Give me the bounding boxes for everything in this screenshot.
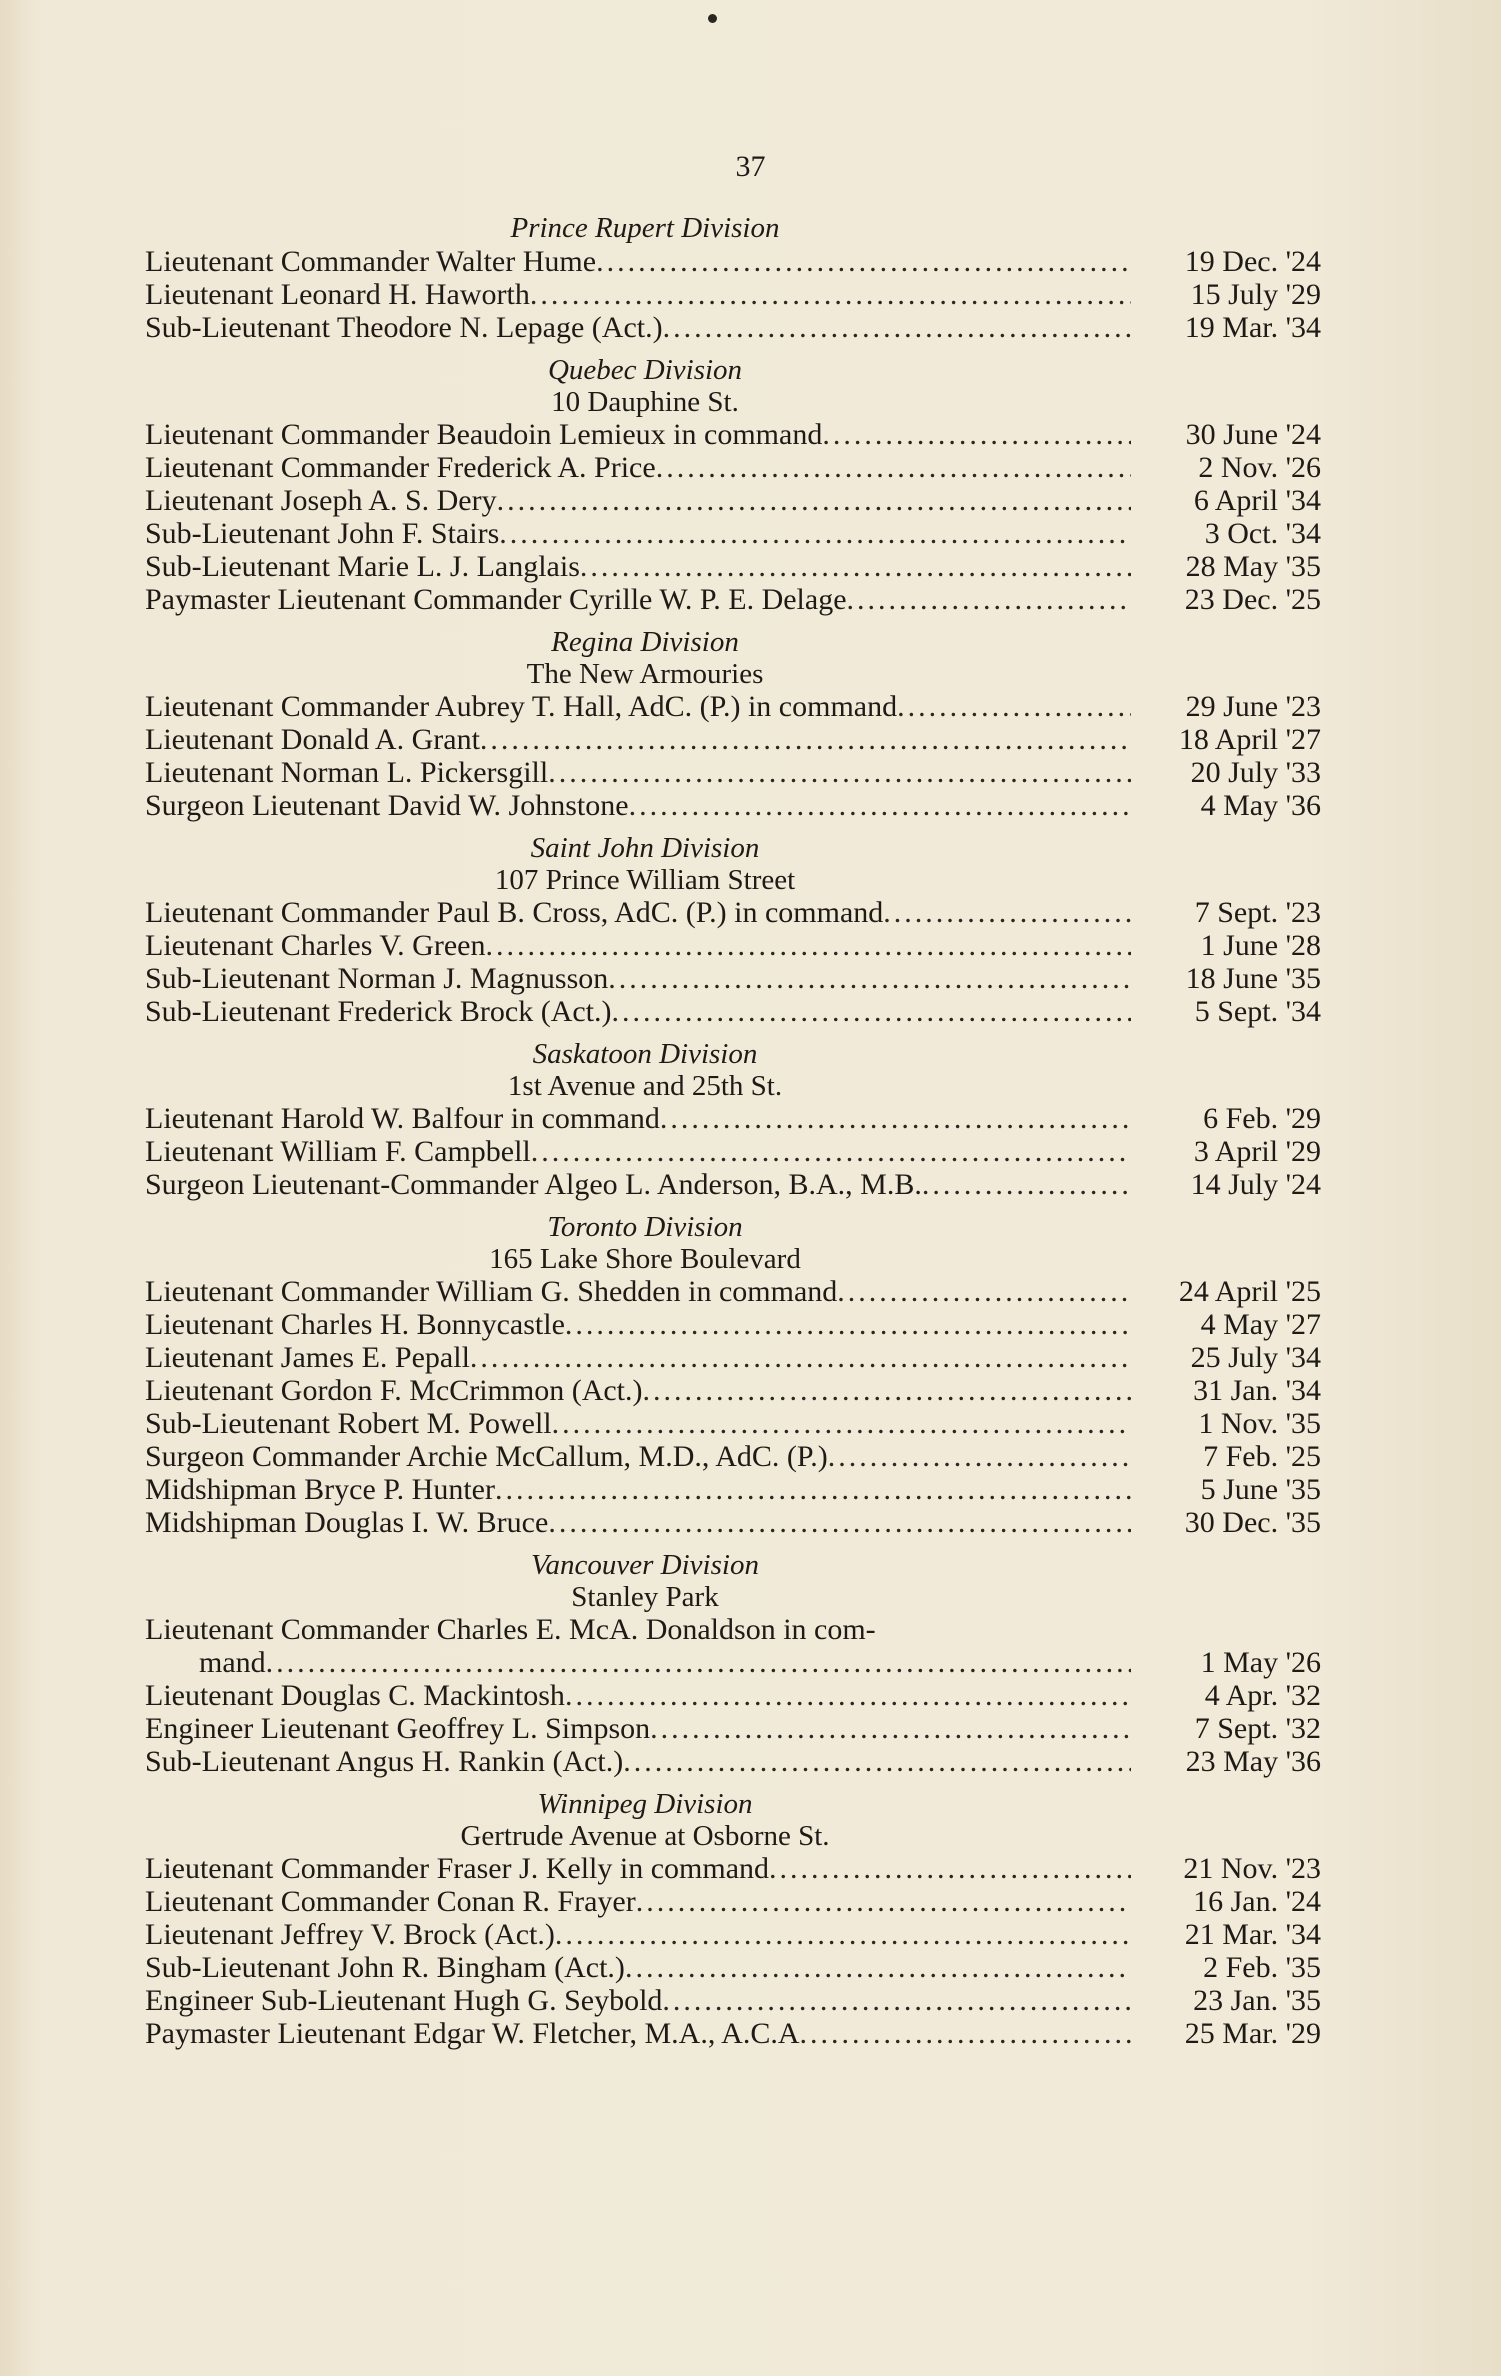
seniority-date: 25 July '34 [1190, 1341, 1321, 1374]
officer-entry [145, 418, 1345, 451]
ink-dot [708, 14, 717, 23]
dot-leader [847, 583, 1131, 616]
seniority-date: 18 June '35 [1185, 962, 1321, 995]
dot-leader [548, 1506, 1131, 1539]
seniority-date: 19 Dec. '24 [1184, 245, 1321, 278]
dot-leader [660, 1102, 1131, 1135]
division-name: Quebec Division [547, 354, 743, 386]
division-name: Saint John Division [530, 832, 760, 864]
officer-name: Lieutenant James E. Pepall [145, 1341, 470, 1374]
officer-entry [145, 2017, 1345, 2050]
dot-leader [596, 245, 1131, 278]
dot-leader [495, 1473, 1131, 1506]
dot-leader [555, 1918, 1131, 1951]
officer-name: Sub-Lieutenant Norman J. Magnusson [145, 962, 609, 995]
officer-name-continued: mand [199, 1646, 266, 1679]
seniority-date: 4 May '27 [1200, 1308, 1321, 1341]
division-address: Gertrude Avenue at Osborne St. [460, 1820, 830, 1852]
dot-leader [608, 962, 1131, 995]
officer-name: Lieutenant Commander Walter Hume [145, 245, 597, 278]
officer-entry [145, 245, 1345, 278]
dot-leader [480, 723, 1131, 756]
officer-entry [145, 484, 1345, 517]
dot-leader [565, 1308, 1131, 1341]
officer-name: Paymaster Lieutenant Commander Cyrille W. P. E. Delage [145, 583, 847, 616]
dot-leader [612, 995, 1131, 1028]
dot-leader [580, 550, 1131, 583]
officer-entry [145, 962, 1345, 995]
seniority-date: 1 Nov. '35 [1198, 1407, 1321, 1440]
officer-name: Lieutenant Douglas C. Mackintosh [145, 1679, 565, 1712]
officer-entry [145, 278, 1345, 311]
dot-leader [499, 517, 1131, 550]
dot-leader [485, 929, 1131, 962]
division-name: Regina Division [551, 626, 739, 658]
dot-leader [656, 451, 1131, 484]
division-address: 1st Avenue and 25th St. [507, 1070, 783, 1102]
dot-leader [662, 1984, 1131, 2017]
officer-name: Lieutenant Commander Frederick A. Price [145, 451, 656, 484]
seniority-date: 23 Jan. '35 [1193, 1984, 1321, 2017]
division-list [145, 212, 1345, 2060]
seniority-date: 1 June '28 [1200, 929, 1321, 962]
dot-leader [769, 1852, 1131, 1885]
seniority-date: 21 Nov. '23 [1183, 1852, 1321, 1885]
seniority-date: 1 May '26 [1200, 1646, 1321, 1679]
officer-entry [145, 583, 1345, 616]
officer-name: Midshipman Douglas I. W. Bruce [145, 1506, 549, 1539]
officer-name: Lieutenant Commander Conan R. Frayer [145, 1885, 636, 1918]
seniority-date: 30 Dec. '35 [1184, 1506, 1321, 1539]
dot-leader [629, 789, 1131, 822]
officer-name: Lieutenant Charles V. Green [145, 929, 486, 962]
officer-name: Lieutenant Jeffrey V. Brock (Act.) [145, 1918, 555, 1951]
dot-leader [497, 484, 1131, 517]
seniority-date: 14 July '24 [1190, 1168, 1321, 1201]
dot-leader [625, 1951, 1131, 1984]
officer-entry [145, 1275, 1345, 1308]
officer-name: Lieutenant Leonard H. Haworth [145, 278, 530, 311]
dot-leader [266, 1646, 1131, 1679]
division-address: The New Armouries [526, 658, 764, 690]
dot-leader [565, 1679, 1131, 1712]
division-section [145, 832, 1345, 1028]
seniority-date: 6 April '34 [1193, 484, 1321, 517]
division-section [145, 212, 1345, 344]
officer-entry [145, 789, 1345, 822]
seniority-date: 3 Oct. '34 [1204, 517, 1321, 550]
division-address: Stanley Park [571, 1581, 719, 1613]
officer-entry [145, 1918, 1345, 1951]
dot-leader [922, 1168, 1131, 1201]
officer-name: Lieutenant Commander Fraser J. Kelly in command [145, 1852, 770, 1885]
officer-name: Engineer Lieutenant Geoffrey L. Simpson [145, 1712, 651, 1745]
division-name: Saskatoon Division [532, 1038, 758, 1070]
dot-leader [623, 1745, 1131, 1778]
dot-leader [883, 896, 1131, 929]
seniority-date: 28 May '35 [1185, 550, 1321, 583]
officer-name: Sub-Lieutenant Frederick Brock (Act.) [145, 995, 612, 1028]
officer-name: Sub-Lieutenant John R. Bingham (Act.) [145, 1951, 625, 1984]
officer-name: Midshipman Bryce P. Hunter [145, 1473, 495, 1506]
seniority-date: 24 April '25 [1178, 1275, 1321, 1308]
seniority-date: 5 Sept. '34 [1194, 995, 1321, 1028]
officer-name: Lieutenant Commander Charles E. McA. Donaldson in com- [145, 1613, 876, 1646]
officer-name: Engineer Sub-Lieutenant Hugh G. Seybold [145, 1984, 663, 2017]
dot-leader [897, 690, 1131, 723]
officer-name: Lieutenant Harold W. Balfour in command [145, 1102, 660, 1135]
officer-name: Sub-Lieutenant Theodore N. Lepage (Act.) [145, 311, 663, 344]
dot-leader [531, 1135, 1131, 1168]
officer-entry [145, 311, 1345, 344]
officer-name: Lieutenant Norman L. Pickersgill [145, 756, 549, 789]
officer-name: Lieutenant Commander William G. Shedden in command [145, 1275, 838, 1308]
seniority-date: 31 Jan. '34 [1193, 1374, 1321, 1407]
officer-entry [145, 1613, 1345, 1679]
seniority-date: 5 June '35 [1200, 1473, 1321, 1506]
officer-entry [145, 1712, 1345, 1745]
dot-leader [663, 311, 1131, 344]
officer-name: Lieutenant Donald A. Grant [145, 723, 480, 756]
division-section [145, 1788, 1345, 2050]
division-address: 107 Prince William Street [494, 864, 796, 896]
seniority-date: 23 Dec. '25 [1184, 583, 1321, 616]
seniority-date: 21 Mar. '34 [1184, 1918, 1321, 1951]
seniority-date: 23 May '36 [1185, 1745, 1321, 1778]
seniority-date: 18 April '27 [1178, 723, 1321, 756]
officer-name: Sub-Lieutenant Robert M. Powell [145, 1407, 552, 1440]
dot-leader [548, 756, 1131, 789]
dot-leader [643, 1374, 1131, 1407]
page-number: 37 [735, 150, 766, 183]
seniority-date: 19 Mar. '34 [1184, 311, 1321, 344]
officer-entry [145, 517, 1345, 550]
officer-entry [145, 1852, 1345, 1885]
officer-entry [145, 1308, 1345, 1341]
division-section [145, 354, 1345, 616]
officer-entry [145, 896, 1345, 929]
officer-entry [145, 1440, 1345, 1473]
officer-name: Lieutenant Commander Aubrey T. Hall, AdC. (P.) in command [145, 690, 898, 723]
seniority-date: 15 July '29 [1190, 278, 1321, 311]
dot-leader [837, 1275, 1131, 1308]
division-address: 10 Dauphine St. [551, 386, 739, 418]
division-section [145, 626, 1345, 822]
officer-entry [145, 451, 1345, 484]
officer-name: Surgeon Lieutenant David W. Johnstone [145, 789, 629, 822]
seniority-date: 4 Apr. '32 [1204, 1679, 1321, 1712]
seniority-date: 2 Nov. '26 [1198, 451, 1321, 484]
dot-leader [822, 418, 1131, 451]
division-name: Winnipeg Division [537, 1788, 753, 1820]
officer-entry [145, 723, 1345, 756]
officer-entry [145, 1374, 1345, 1407]
dot-leader [828, 1440, 1131, 1473]
division-name: Toronto Division [547, 1211, 743, 1243]
officer-name: Sub-Lieutenant Angus H. Rankin (Act.) [145, 1745, 624, 1778]
officer-name: Lieutenant Joseph A. S. Dery [145, 484, 497, 517]
seniority-date: 16 Jan. '24 [1193, 1885, 1321, 1918]
officer-entry [145, 1745, 1345, 1778]
seniority-date: 7 Feb. '25 [1203, 1440, 1321, 1473]
officer-entry [145, 756, 1345, 789]
officer-entry [145, 1407, 1345, 1440]
officer-entry [145, 690, 1345, 723]
dot-leader [800, 2017, 1131, 2050]
officer-name: Paymaster Lieutenant Edgar W. Fletcher, M.A., A.C.A [145, 2017, 800, 2050]
dot-leader [470, 1341, 1131, 1374]
officer-name: Lieutenant Gordon F. McCrimmon (Act.) [145, 1374, 643, 1407]
officer-name: Surgeon Commander Archie McCallum, M.D., AdC. (P.) [145, 1440, 828, 1473]
division-name: Prince Rupert Division [510, 212, 780, 244]
officer-name: Surgeon Lieutenant-Commander Algeo L. Anderson, B.A., M.B. [145, 1168, 922, 1201]
seniority-date: 3 April '29 [1193, 1135, 1321, 1168]
officer-name: Lieutenant William F. Campbell [145, 1135, 531, 1168]
dot-leader [650, 1712, 1131, 1745]
officer-entry [145, 550, 1345, 583]
division-section [145, 1038, 1345, 1201]
officer-entry [145, 929, 1345, 962]
officer-entry [145, 1473, 1345, 1506]
seniority-date: 4 May '36 [1200, 789, 1321, 822]
officer-entry [145, 1679, 1345, 1712]
officer-name: Sub-Lieutenant John F. Stairs [145, 517, 500, 550]
division-section [145, 1549, 1345, 1778]
seniority-date: 6 Feb. '29 [1203, 1102, 1321, 1135]
officer-entry [145, 1506, 1345, 1539]
officer-entry [145, 1885, 1345, 1918]
officer-entry [145, 995, 1345, 1028]
officer-entry [145, 1984, 1345, 2017]
dot-leader [552, 1407, 1131, 1440]
division-section [145, 1211, 1345, 1539]
officer-name: Lieutenant Commander Paul B. Cross, AdC. (P.) in command [145, 896, 884, 929]
officer-entry [145, 1168, 1345, 1201]
seniority-date: 2 Feb. '35 [1203, 1951, 1321, 1984]
officer-name: Sub-Lieutenant Marie L. J. Langlais [145, 550, 580, 583]
officer-name: Lieutenant Charles H. Bonnycastle [145, 1308, 565, 1341]
officer-entry [145, 1341, 1345, 1374]
seniority-date: 30 June '24 [1185, 418, 1321, 451]
seniority-date: 29 June '23 [1185, 690, 1321, 723]
officer-entry [145, 1135, 1345, 1168]
seniority-date: 25 Mar. '29 [1184, 2017, 1321, 2050]
division-address: 165 Lake Shore Boulevard [489, 1243, 801, 1275]
seniority-date: 7 Sept. '23 [1194, 896, 1321, 929]
dot-leader [530, 278, 1131, 311]
division-name: Vancouver Division [531, 1549, 759, 1581]
officer-entry [145, 1951, 1345, 1984]
seniority-date: 20 July '33 [1190, 756, 1321, 789]
officer-name: Lieutenant Commander Beaudoin Lemieux in command [145, 418, 823, 451]
officer-entry [145, 1102, 1345, 1135]
seniority-date: 7 Sept. '32 [1194, 1712, 1321, 1745]
dot-leader [636, 1885, 1131, 1918]
